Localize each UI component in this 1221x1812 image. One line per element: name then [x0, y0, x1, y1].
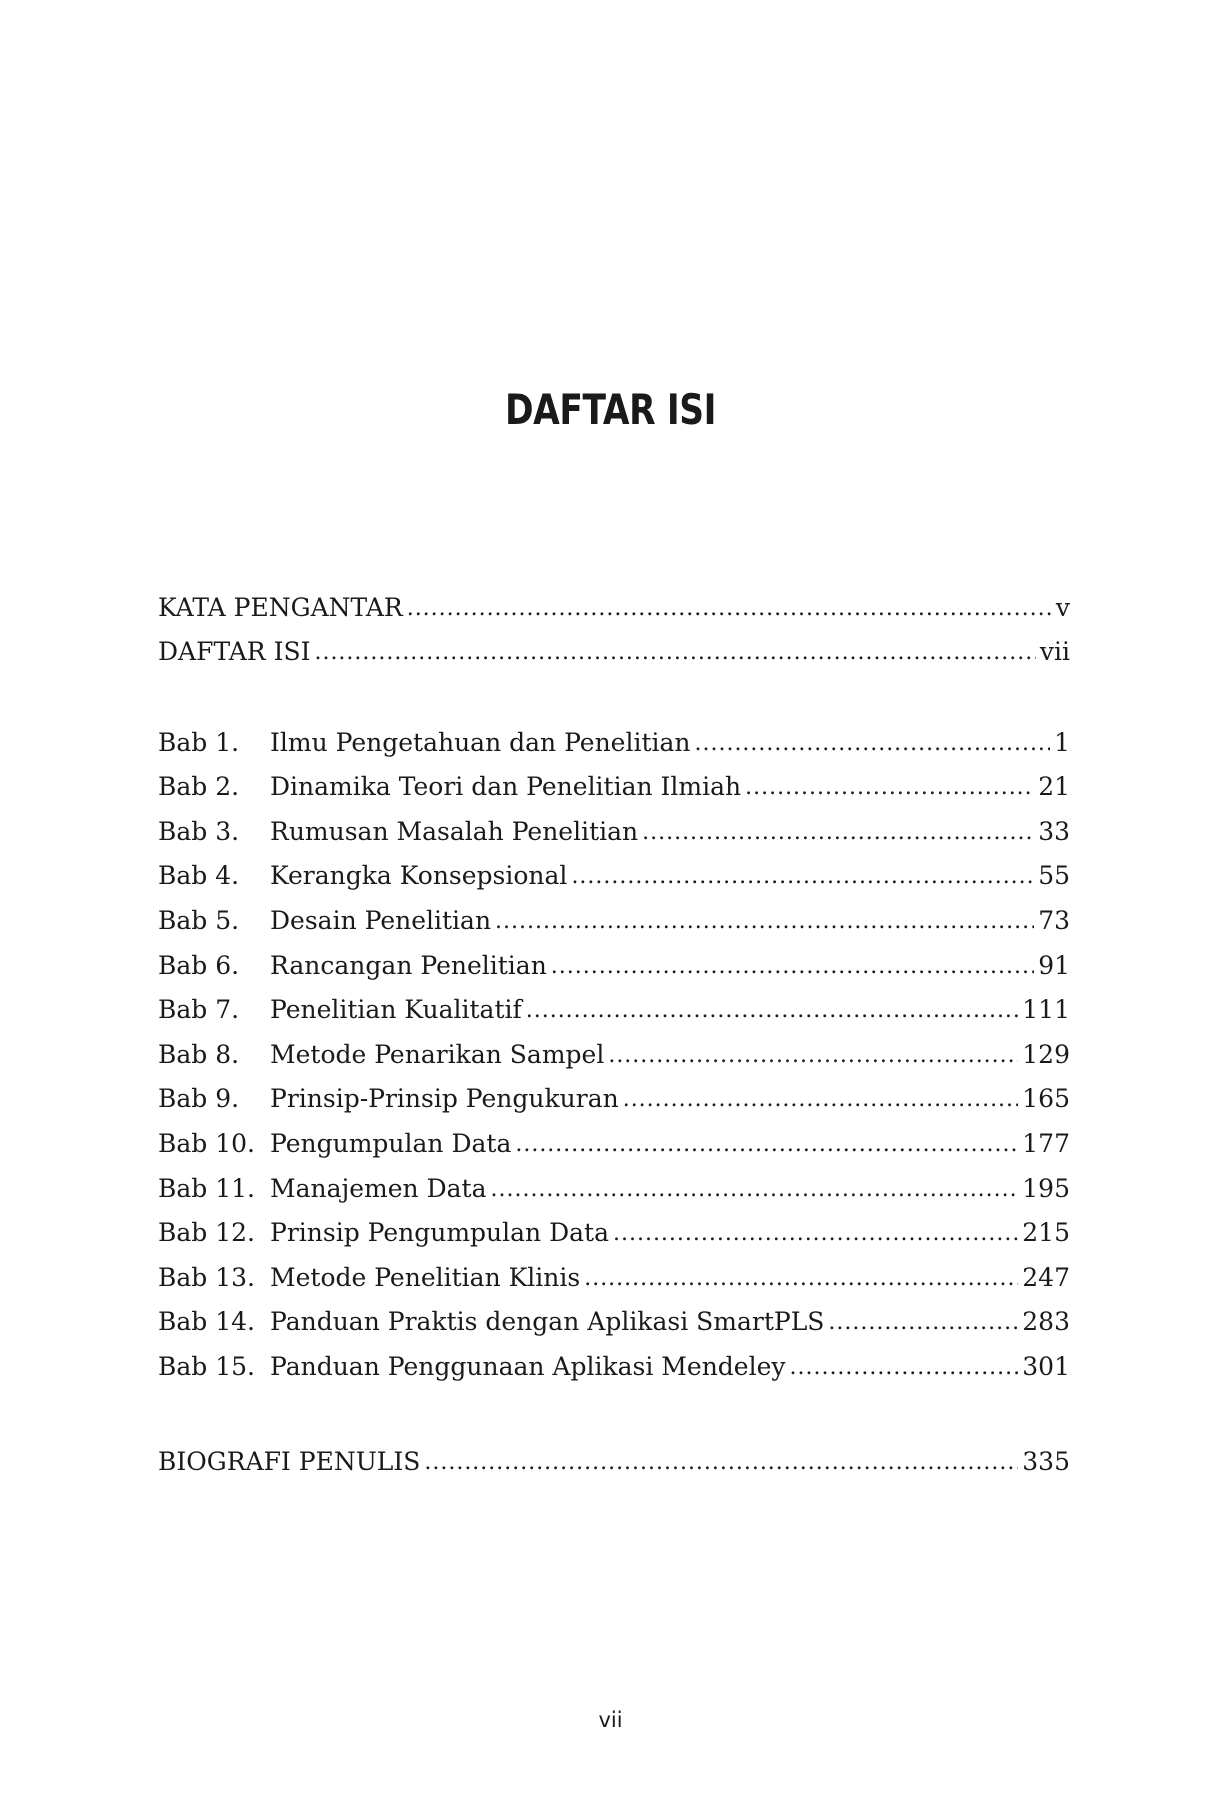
toc-chapter-14[interactable] [158, 1290, 1070, 1335]
dot-leader [526, 997, 1019, 1022]
chapter-title: Panduan Penggunaan Aplikasi Mendeley [270, 1351, 786, 1381]
chapter-number: Bab 9. [158, 1084, 240, 1114]
toc-entry-page: vii [1039, 637, 1070, 666]
page-folio: vii [598, 1708, 623, 1732]
chapter-number: Bab 5. [158, 905, 240, 935]
chapter-number: Bab 3. [158, 816, 240, 846]
toc-chapter-4[interactable] [158, 844, 1070, 889]
toc-front-matter [158, 576, 1070, 664]
dot-leader [608, 1042, 1018, 1067]
chapter-number: Bab 15. [158, 1351, 255, 1381]
chapter-page: 301 [1022, 1351, 1070, 1381]
toc-entry-label: DAFTAR ISI [158, 637, 311, 666]
toc-entry-daftar-isi[interactable] [158, 620, 1070, 664]
dot-leader [584, 1265, 1018, 1290]
page-title: DAFTAR ISI [504, 385, 717, 434]
chapter-title: Prinsip Pengumpulan Data [270, 1218, 610, 1248]
toc-back-matter [158, 1430, 1070, 1474]
dot-leader [424, 1449, 1018, 1474]
toc-entry-kata-pengantar[interactable] [158, 576, 1070, 620]
dot-leader [491, 1176, 1019, 1201]
chapter-number: Bab 11. [158, 1173, 255, 1203]
chapter-title: Manajemen Data [270, 1173, 487, 1203]
chapter-number: Bab 6. [158, 950, 240, 980]
chapter-page: 177 [1022, 1128, 1070, 1158]
chapter-number: Bab 8. [158, 1039, 240, 1069]
chapter-title: Kerangka Konsepsional [270, 861, 568, 891]
toc-chapter-6[interactable] [158, 933, 1070, 978]
toc-chapter-3[interactable] [158, 799, 1070, 844]
dot-leader [790, 1354, 1019, 1379]
chapter-title: Desain Penelitian [270, 905, 492, 935]
dot-leader [495, 908, 1034, 933]
toc-chapter-13[interactable] [158, 1245, 1070, 1290]
dot-leader [695, 730, 1051, 755]
chapter-number: Bab 4. [158, 861, 240, 891]
toc-chapter-5[interactable] [158, 888, 1070, 933]
chapter-title: Dinamika Teori dan Penelitian Ilmiah [270, 772, 742, 802]
chapter-title: Metode Penarikan Sampel [270, 1039, 605, 1069]
chapter-page: 91 [1038, 950, 1070, 980]
dot-leader [407, 595, 1052, 620]
chapter-number: Bab 2. [158, 772, 240, 802]
toc-entry-label: BIOGRAFI PENULIS [158, 1447, 421, 1476]
dot-leader [515, 1131, 1018, 1156]
chapter-page: 73 [1038, 905, 1070, 935]
chapter-title: Ilmu Pengetahuan dan Penelitian [270, 727, 691, 757]
toc-entry-label: KATA PENGANTAR [158, 593, 403, 622]
chapter-page: 195 [1022, 1173, 1070, 1203]
toc-entry-page: v [1055, 593, 1070, 622]
chapter-title: Prinsip-Prinsip Pengukuran [270, 1084, 619, 1114]
dot-leader [642, 819, 1034, 844]
chapter-number: Bab 10. [158, 1128, 255, 1158]
toc-chapters [158, 710, 1070, 1379]
chapter-page: 33 [1038, 816, 1070, 846]
toc-chapter-1[interactable] [158, 710, 1070, 755]
toc-chapter-2[interactable] [158, 755, 1070, 800]
dot-leader [613, 1220, 1018, 1245]
dot-leader [745, 774, 1034, 799]
chapter-page: 283 [1022, 1307, 1070, 1337]
toc-entry-page: 335 [1022, 1447, 1070, 1476]
chapter-page: 165 [1022, 1084, 1070, 1114]
chapter-page: 111 [1022, 995, 1070, 1025]
chapter-title: Pengumpulan Data [270, 1128, 512, 1158]
toc-chapter-11[interactable] [158, 1156, 1070, 1201]
chapter-page: 247 [1022, 1262, 1070, 1292]
toc-chapter-12[interactable] [158, 1201, 1070, 1246]
chapter-title: Metode Penelitian Klinis [270, 1262, 581, 1292]
toc-chapter-9[interactable] [158, 1067, 1070, 1112]
dot-leader [623, 1086, 1019, 1111]
toc-chapter-10[interactable] [158, 1111, 1070, 1156]
chapter-number: Bab 14. [158, 1307, 255, 1337]
toc-entry-biografi-penulis[interactable] [158, 1430, 1070, 1474]
chapter-title: Rumusan Masalah Penelitian [270, 816, 639, 846]
toc-chapter-15[interactable] [158, 1334, 1070, 1379]
chapter-page: 1 [1054, 727, 1070, 757]
chapter-number: Bab 1. [158, 727, 240, 757]
chapter-title: Rancangan Penelitian [270, 950, 547, 980]
toc-chapter-7[interactable] [158, 978, 1070, 1023]
chapter-title: Penelitian Kualitatif [270, 995, 522, 1025]
chapter-title: Panduan Praktis dengan Aplikasi SmartPLS [270, 1307, 825, 1337]
chapter-number: Bab 7. [158, 995, 240, 1025]
chapter-number: Bab 12. [158, 1218, 255, 1248]
chapter-page: 55 [1038, 861, 1070, 891]
chapter-number: Bab 13. [158, 1262, 255, 1292]
dot-leader [314, 639, 1035, 664]
chapter-page: 129 [1022, 1039, 1070, 1069]
chapter-page: 215 [1022, 1218, 1070, 1248]
chapter-page: 21 [1038, 772, 1070, 802]
dot-leader [828, 1309, 1018, 1334]
dot-leader [551, 953, 1034, 978]
dot-leader [571, 863, 1034, 888]
toc-chapter-8[interactable] [158, 1022, 1070, 1067]
